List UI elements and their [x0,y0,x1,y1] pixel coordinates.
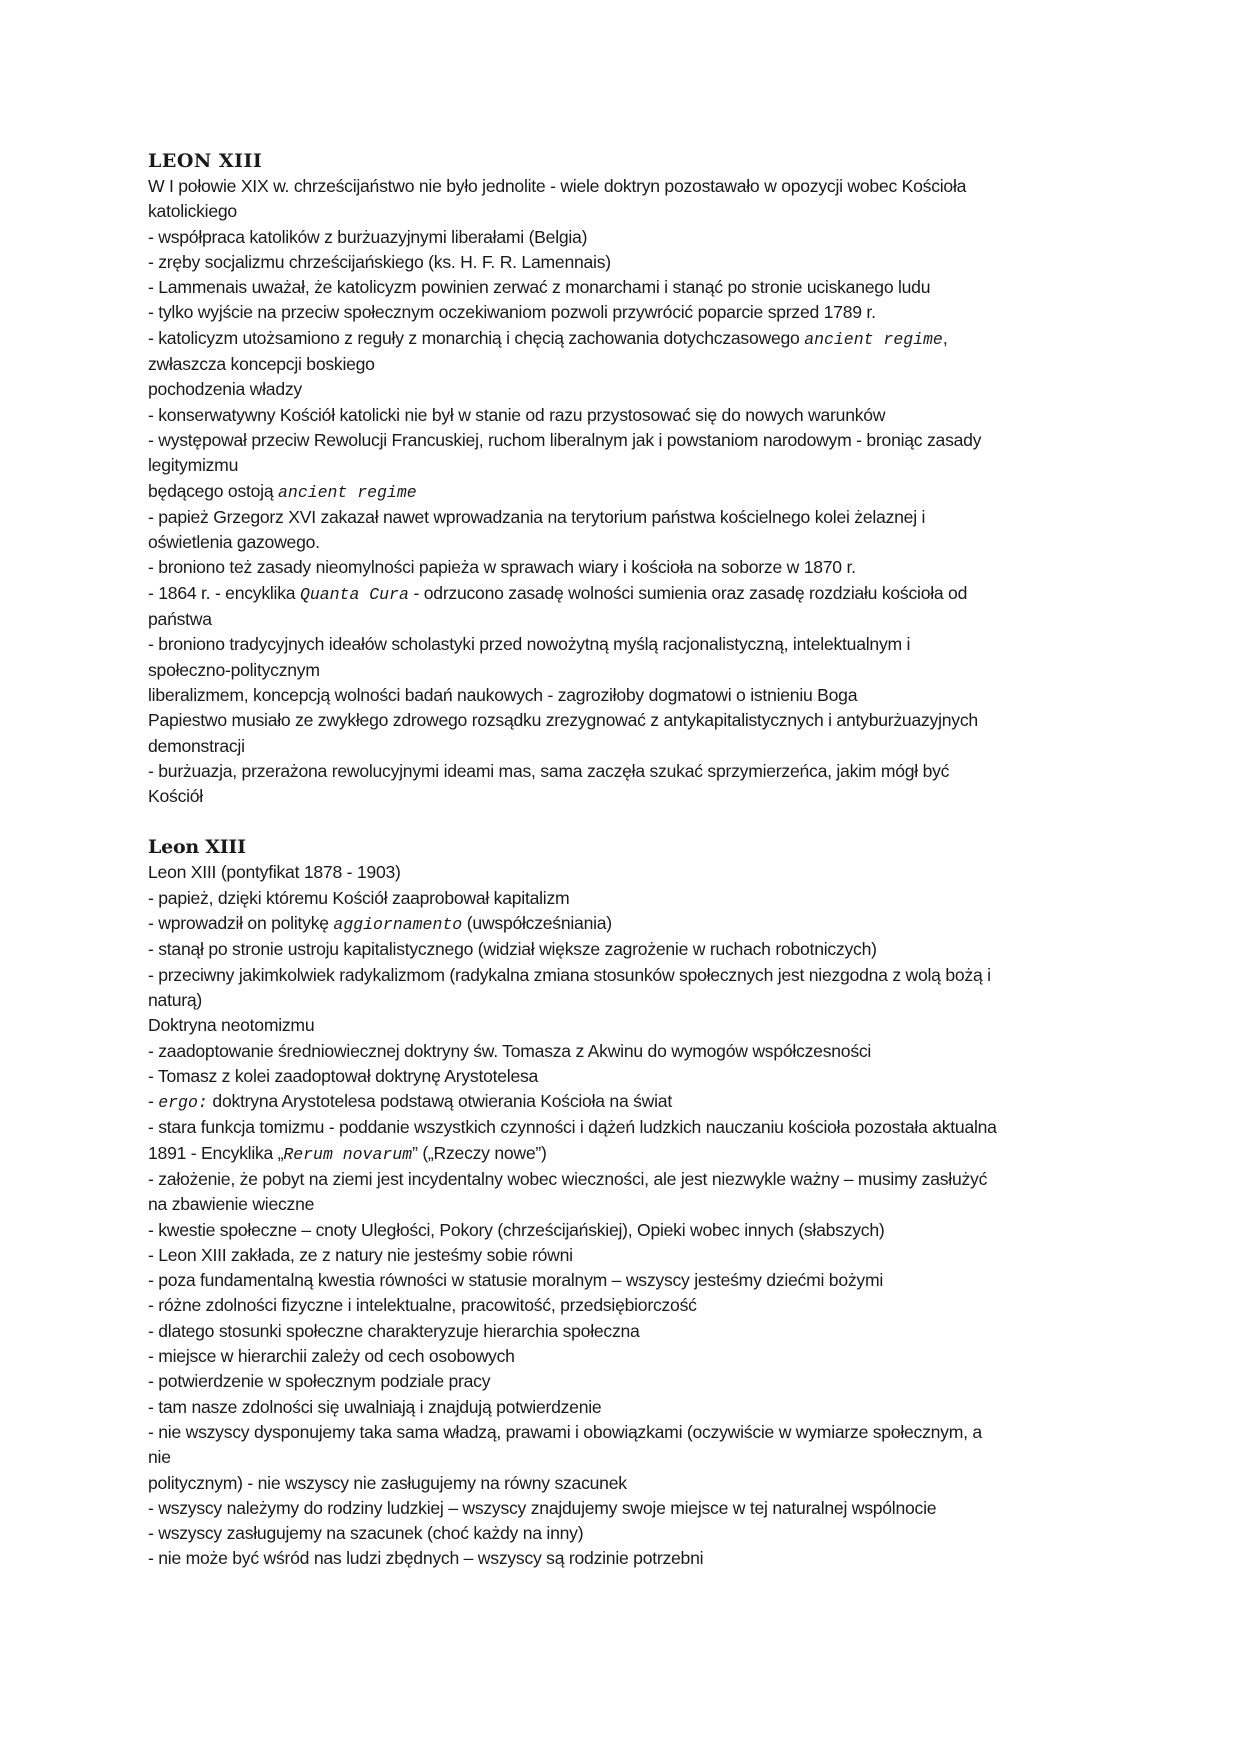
text-line: - broniono też zasady nieomylności papieża w sprawach wiary i kościoła na soborze w 1870 r. [148,557,856,578]
text-line: Kościół [148,786,203,807]
text-line: - współpraca katolików z burżuazyjnymi liberałami (Belgia) [148,226,588,247]
text-line: na zbawienie wieczne [148,1194,315,1215]
text-segment: - 1864 r. - encyklika [148,582,300,603]
text-segment: - katolicyzm utożsamiono z reguły z monarchią i chęcią zachowania dotychczasowego [148,327,805,348]
italic-term: Quanta Cura [299,584,409,604]
text-line: - nie wszyscy dysponujemy taka sama władzą, prawami i obowiązkami (oczywiście w wymiarze społecznym, a [148,1421,982,1442]
text-segment: (uwspółcześniania) [462,913,612,934]
text-line: - Lammenais uważał, że katolicyzm powinien zerwać z monarchami i stanąć po stronie uciskanego ludu [148,277,931,298]
text-line: - zręby socjalizmu chrześcijańskiego (ks. H. F. R. Lamennais) [148,251,611,272]
text-line [148,1141,1098,1167]
text-line: - występował przeciw Rewolucji Francuskiej, ruchom liberalnym jak i powstaniom narodowym - broniąc zasady [148,429,982,450]
text-line: naturą) [148,989,202,1010]
italic-term: ancient regime [278,482,417,502]
text-line: - stanął po stronie ustroju kapitalistycznego (widział większe zagrożenie w ruchach robotniczych) [148,939,877,960]
text-segment: - [148,1091,159,1112]
text-line: - Leon XIII zakłada, ze z natury nie jesteśmy sobie równi [148,1244,573,1265]
text-line: - wszyscy należymy do rodziny ludzkiej – wszyscy znajdujemy swoje miejsce w tej naturalnej wspólnocie [148,1497,937,1518]
text-line: - papież, dzięki któremu Kościół zaaprobował kapitalizm [148,887,570,908]
text-line [148,581,1098,607]
text-line: - miejsce w hierarchii zależy od cech osobowych [148,1346,515,1367]
text-line: - broniono tradycyjnych ideałów scholastyki przed nowożytną myślą racjonalistyczną, intelektualnym i [148,634,911,655]
text-line: W I połowie XIX w. chrześcijaństwo nie było jednolite - wiele doktryn pozostawało w opozycji wobec Kościoła [148,176,967,196]
text-segment: - odrzucono zasadę wolności sumienia oraz zasadę rozdziału kościoła od [408,582,968,603]
text-segment: 1891 - Encyklika „ [148,1142,284,1163]
text-line: zwłaszcza koncepcji boskiego [148,354,375,375]
text-line: - wszyscy zasługujemy na szacunek (choć każdy na inny) [148,1523,584,1544]
italic-term: ergo: [158,1093,208,1113]
text-line: - założenie, że pobyt na ziemi jest incydentalny wobec wieczności, ale jest niezwykle ważny – musimy zasłużyć [148,1168,988,1189]
text-line: - burżuazja, przerażona rewolucyjnymi ideami mas, sama zaczęła szukać sprzymierzeńca, jakim mógł być [148,760,950,781]
italic-term: aggiornamento [333,915,463,935]
text-line: - tam nasze zdolności się uwalniają i znajdują potwierdzenie [148,1396,602,1417]
text-line: - stara funkcja tomizmu - poddanie wszystkich czynności i dążeń ludzkich nauczaniu kościoła pozostała aktualna [148,1117,997,1138]
text-line: - papież Grzegorz XVI zakazał nawet wprowadzania na terytorium państwa kościelnego kolei żelaznej i [148,506,926,527]
text-line: - kwestie społeczne – cnoty Uległości, Pokory (chrześcijańskiej), Opieki wobec innych (słabszych) [148,1219,885,1240]
text-line: demonstracji [148,735,245,756]
text-line: katolickiego [148,201,237,222]
text-line: - zaadoptowanie średniowiecznej doktryny św. Tomasza z Akwinu do wymogów współczesności [148,1040,872,1061]
text-segment: doktryna Arystotelesa podstawą otwierania Kościoła na świat [207,1091,672,1112]
text-line: - tylko wyjście na przeciw społecznym oczekiwaniom pozwoli przywrócić poparcie sprzed 1789 r. [148,302,876,323]
text-segment: będącego ostoją [148,480,279,501]
text-segment: ” („Rzeczy nowe”) [412,1142,547,1163]
text-line: Doktryna neotomizmu [148,1015,315,1036]
text-line: politycznym) - nie wszyscy nie zasługujemy na równy szacunek [148,1472,627,1493]
text-line: - potwierdzenie w społecznym podziale pracy [148,1371,491,1392]
text-line [148,911,1098,937]
text-line: - konserwatywny Kościół katolicki nie był w stanie od razu przystosować się do nowych warunków [148,404,886,425]
text-segment: , [942,327,948,348]
text-line: - poza fundamentalną kwestia równości w statusie moralnym – wszyscy jesteśmy dziećmi bożymi [148,1270,884,1291]
text-line: pochodzenia władzy [148,379,302,400]
italic-term: Rerum novarum [283,1144,413,1164]
text-line [148,479,1098,505]
text-line: liberalizmem, koncepcją wolności badań naukowych - zagroziłoby dogmatowi o istnieniu Boga [148,684,858,705]
text-line [148,326,1098,352]
text-line: oświetlenia gazowego. [148,532,320,553]
text-line: legitymizmu [148,455,239,476]
text-line: - różne zdolności fizyczne i intelektualne, pracowitość, przedsiębiorczość [148,1295,697,1316]
text-line: społeczno-politycznym [148,659,320,680]
document-body [148,148,1098,1572]
text-line: państwa [148,609,212,630]
italic-term: ancient regime [804,329,943,349]
text-line: Papiestwo musiało ze zwykłego zdrowego rozsądku zrezygnować z antykapitalistycznych i antyburżuazyjnych [148,710,978,731]
text-segment: - wprowadził on politykę [148,913,334,934]
text-line: - nie może być wśród nas ludzi zbędnych – wszyscy są rodzinie potrzebni [148,1548,704,1569]
text-line: - dlatego stosunki społeczne charakteryzuje hierarchia społeczna [148,1320,640,1341]
section-2-heading: Leon XIII [148,836,246,859]
text-line: Leon XIII (pontyfikat 1878 - 1903) [148,862,401,883]
section-spacer [148,809,1098,834]
section-1-heading: LEON XIII [148,150,263,172]
text-line [148,1089,1098,1115]
text-line: - przeciwny jakimkolwiek radykalizmom (radykalna zmiana stosunków społecznych jest niezgodna z wolą bożą i [148,964,991,985]
text-line: nie [148,1447,171,1468]
text-line: - Tomasz z kolei zaadoptował doktrynę Arystotelesa [148,1065,539,1086]
